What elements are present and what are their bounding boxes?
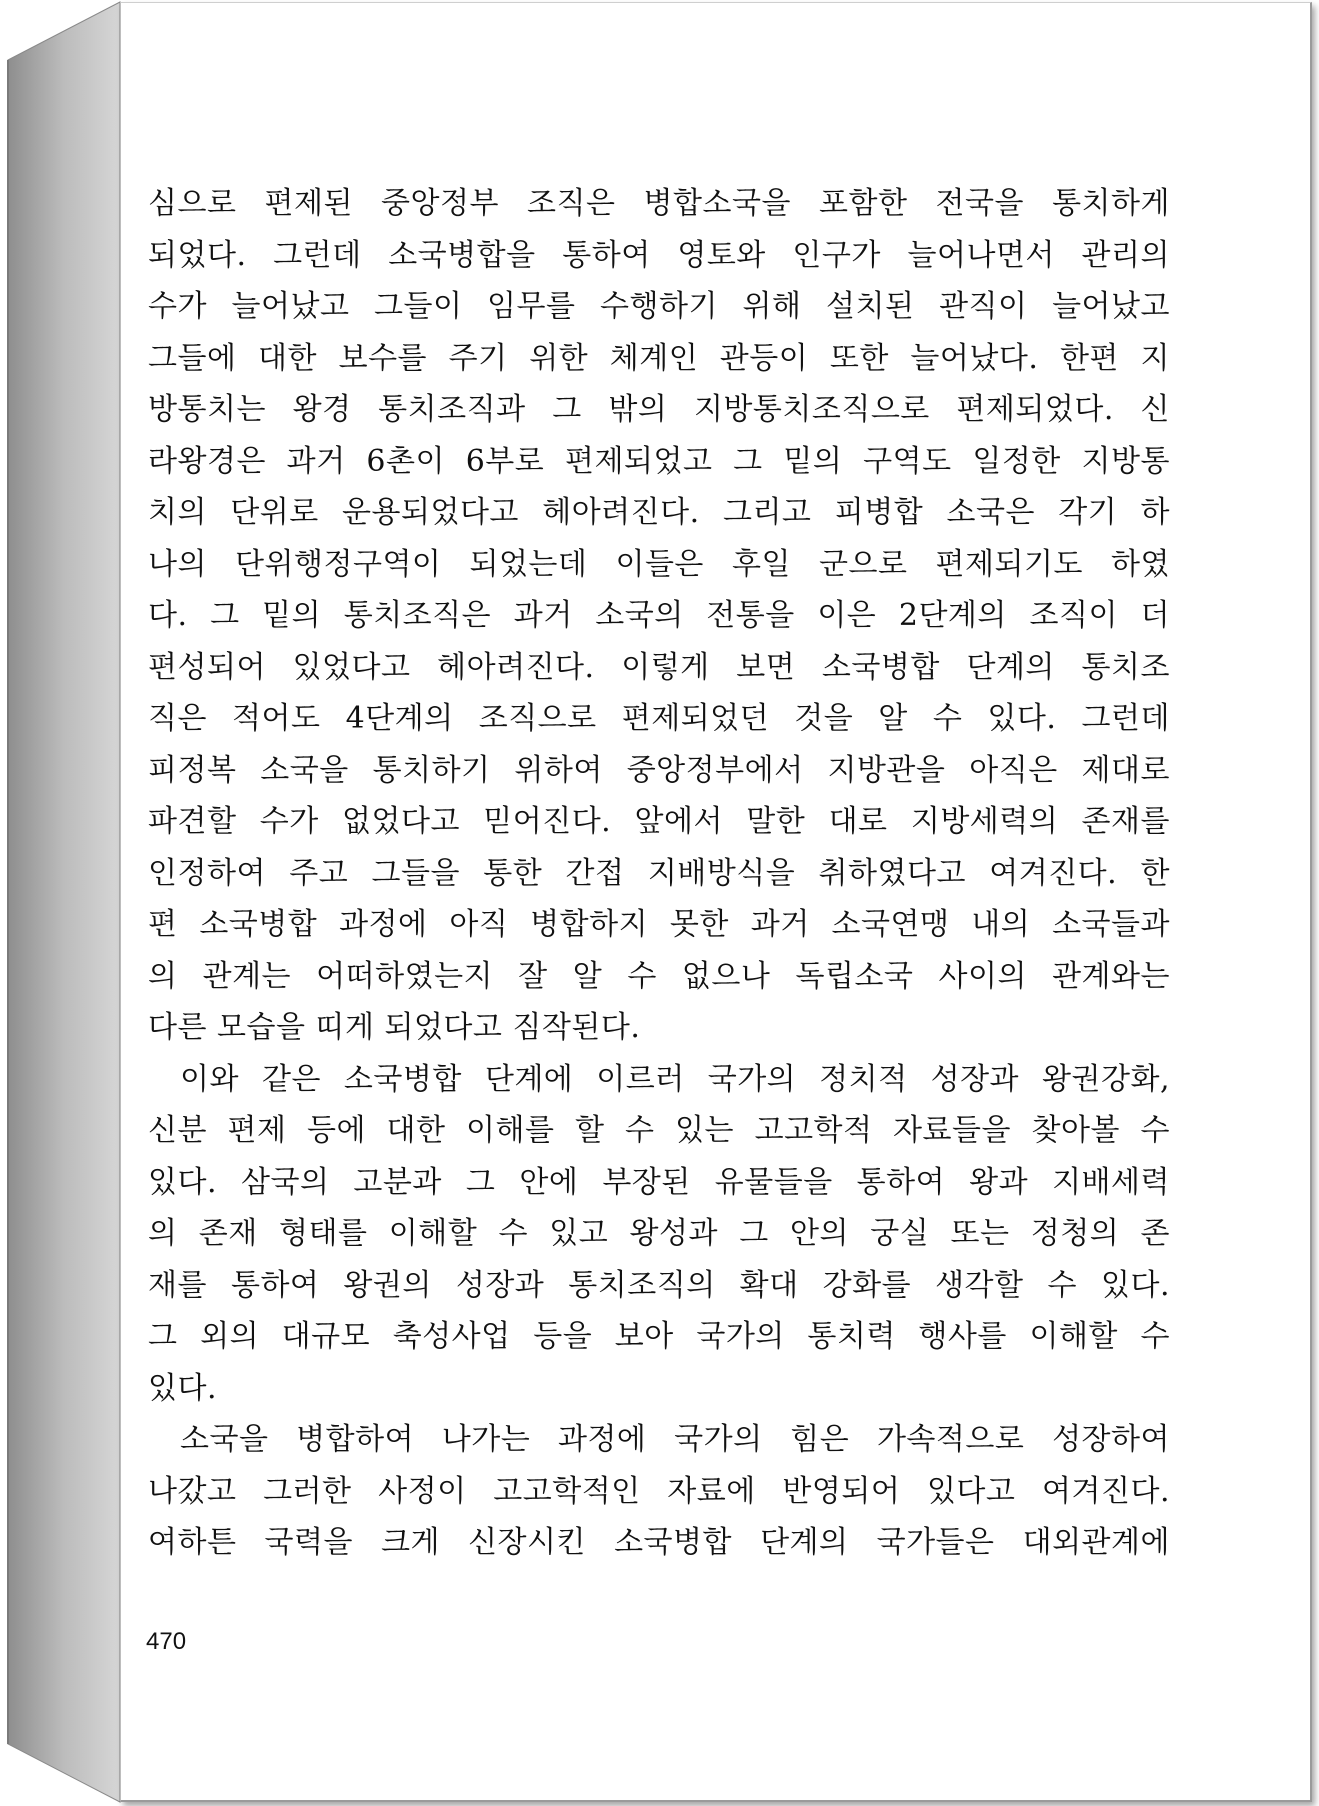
text-line: 수가 늘어났고 그들이 임무를 수행하기 위해 설치된 관직이 늘어났고 (148, 289, 1170, 324)
text-line: 재를 통하여 왕권의 성장과 통치조직의 확대 강화를 생각할 수 있다. (148, 1267, 1170, 1303)
text-line: 파견할 수가 없었다고 믿어진다. 앞에서 말한 대로 지방세력의 존재를 (148, 804, 1170, 839)
page-number: 470 (146, 1628, 187, 1655)
text-line: 편 소국병합 과정에 아직 병합하지 못한 과거 소국연맹 내의 소국들과 (148, 907, 1170, 942)
text-line: 나의 단위행정구역이 되었는데 이들은 후일 군으로 편제되기도 하였 (148, 546, 1170, 582)
text-line: 의 관계는 어떠하였는지 잘 알 수 없으나 독립소국 사이의 관계와는 (148, 958, 1170, 994)
text-line: 여하튼 국력을 크게 신장시킨 소국병합 단계의 국가들은 대외관계에 (148, 1525, 1170, 1560)
text-line: 피정복 소국을 통치하기 위하여 중앙정부에서 지방관을 아직은 제대로 (148, 752, 1170, 788)
text-line: 직은 적어도 4단계의 조직으로 편제되었던 것을 알 수 있다. 그런데 (148, 701, 1170, 736)
text-line: 방통치는 왕경 통치조직과 그 밖의 지방통치조직으로 편제되었다. 신 (148, 392, 1170, 427)
text-line: 편성되어 있었다고 헤아려진다. 이렇게 보면 소국병합 단계의 통치조 (148, 649, 1170, 685)
text-line: 치의 단위로 운용되었다고 헤아려진다. 그리고 피병합 소국은 각기 하 (148, 495, 1170, 530)
paragraph-first-line: 이와 같은 소국병합 단계에 이르러 국가의 정치적 성장과 왕권강화, (180, 1061, 1170, 1097)
text-line: 다. 그 밑의 통치조직은 과거 소국의 전통을 이은 2단계의 조직이 더 (148, 598, 1170, 633)
text-line: 있다. (148, 1370, 217, 1406)
text-line: 신분 편제 등에 대한 이해를 할 수 있는 고고학적 자료들을 찾아볼 수 (148, 1113, 1170, 1148)
text-line: 의 존재 형태를 이해할 수 있고 왕성과 그 안의 궁실 또는 정청의 존 (148, 1216, 1170, 1251)
text-line: 되었다. 그런데 소국병합을 통하여 영토와 인구가 늘어나면서 관리의 (148, 237, 1170, 273)
paragraph-first-line: 소국을 병합하여 나가는 과정에 국가의 힘은 가속적으로 성장하여 (180, 1422, 1170, 1457)
page-body-text (148, 178, 1170, 1569)
text-line: 나갔고 그러한 사정이 고고학적인 자료에 반영되어 있다고 여겨진다. (148, 1473, 1170, 1509)
text-line: 다른 모습을 띠게 되었다고 짐작된다. (148, 1010, 641, 1045)
text-line: 라왕경은 과거 6촌이 6부로 편제되었고 그 밑의 구역도 일정한 지방통 (148, 443, 1170, 479)
text-line: 인정하여 주고 그들을 통한 간접 지배방식을 취하였다고 여겨진다. 한 (148, 855, 1170, 891)
text-line: 심으로 편제된 중앙정부 조직은 병합소국을 포함한 전국을 통치하게 (148, 186, 1170, 221)
text-line: 있다. 삼국의 고분과 그 안에 부장된 유물들을 통하여 왕과 지배세력 (148, 1164, 1170, 1200)
text-line: 그 외의 대규모 축성사업 등을 보아 국가의 통치력 행사를 이해할 수 (148, 1319, 1170, 1354)
text-line: 그들에 대한 보수를 주기 위한 체계인 관등이 또한 늘어났다. 한편 지 (148, 340, 1170, 376)
